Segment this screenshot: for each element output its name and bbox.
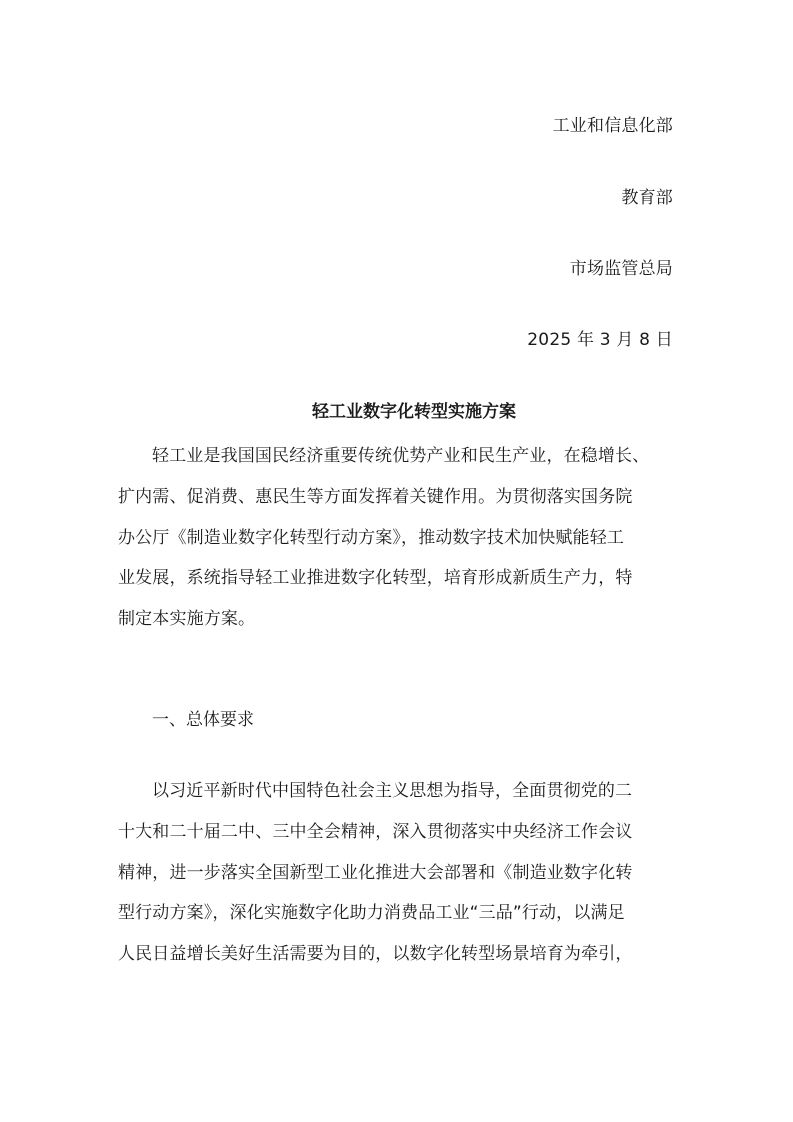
paragraph-line: 扩内需、促消费、惠民生等方面发挥着关键作用。为贯彻落实国务院	[118, 486, 633, 507]
paragraph-line: 十大和二十届二中、三中全会精神，深入贯彻落实中央经济工作会议	[118, 821, 633, 842]
paragraph-line: 轻工业是我国国民经济重要传统优势产业和民生产业，在稳增长、	[152, 446, 650, 466]
section-heading: 一、总体要求	[152, 710, 254, 730]
signatory-samr: 市场监管总局	[569, 259, 673, 279]
paragraph-line: 业发展，系统指导轻工业推进数字化转型，培育形成新质生产力，特	[118, 568, 633, 589]
paragraph-line: 以习近平新时代中国特色社会主义思想为指导，全面贯彻党的二	[152, 781, 633, 801]
paragraph-line: 办公厅《制造业数字化转型行动方案》，推动数字技术加快赋能轻工	[118, 527, 624, 548]
paragraph-line: 型行动方案》，深化实施数字化助力消费品工业“三品”行动，以满足	[118, 903, 625, 924]
intro-paragraph	[118, 444, 666, 648]
paragraph-line: 人民日益增长美好生活需要为目的，以数字化转型场景培育为牵引，	[118, 944, 633, 965]
paragraph-line: 精神，进一步落实全国新型工业化推进大会部署和《制造业数字化转	[118, 862, 633, 883]
signatory-moe: 教育部	[621, 188, 673, 208]
section1-paragraph	[118, 779, 666, 983]
paragraph-line: 制定本实施方案。	[118, 609, 256, 630]
signatory-miit: 工业和信息化部	[552, 116, 673, 136]
document-date: 2025 年 3 月 8 日	[527, 330, 673, 350]
document-title: 轻工业数字化转型实施方案	[312, 402, 516, 422]
